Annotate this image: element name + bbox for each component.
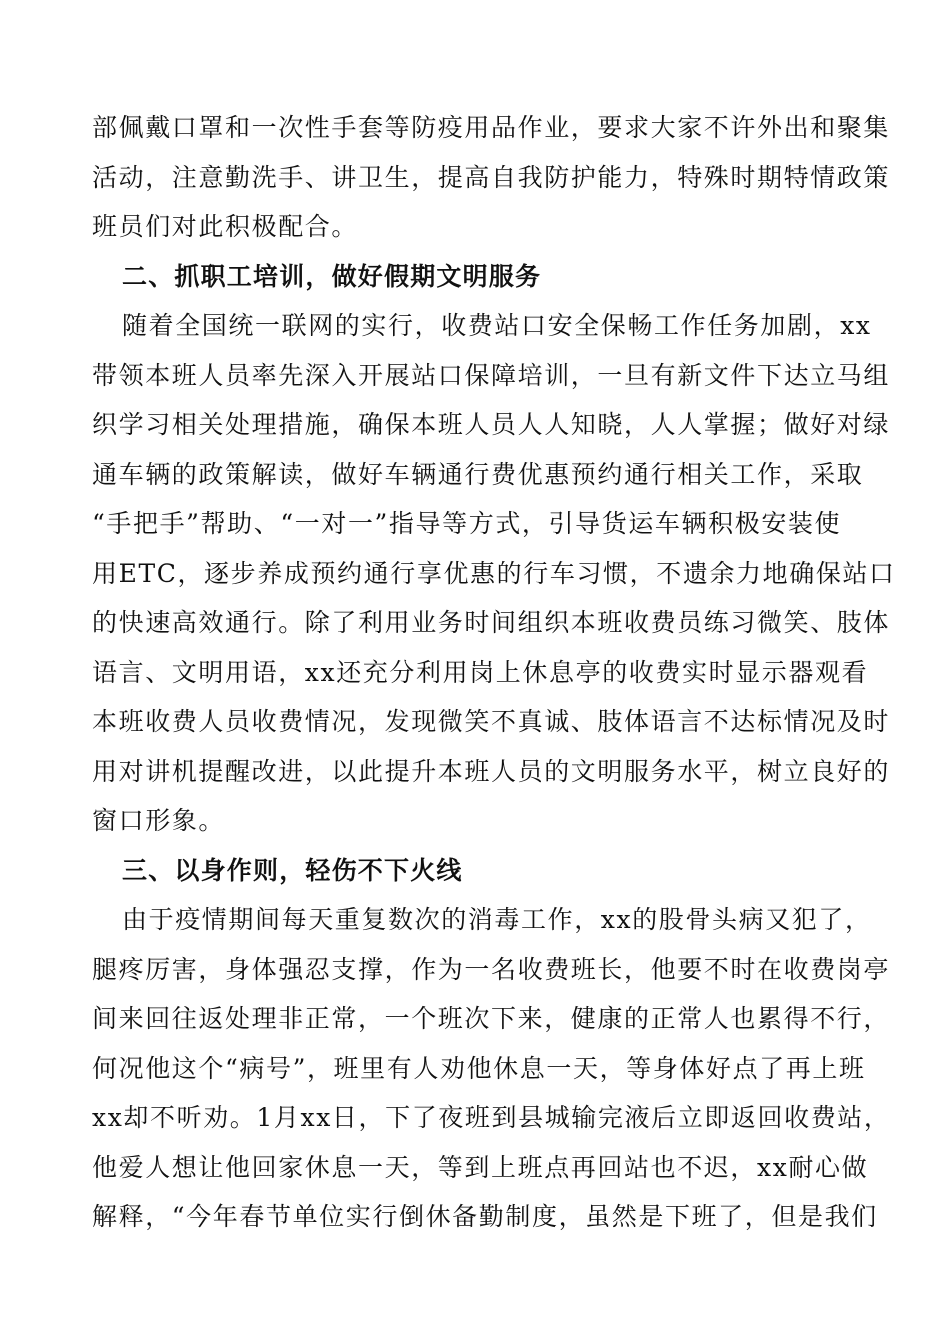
text-line: 本班收费人员收费情况，发现微笑不真诚、肢体语言不达标情况及时 [92,707,891,736]
text-line: 活动，注意勤洗手、讲卫生，提高自我防护能力，特殊时期特情政策 [92,162,891,192]
text-line: 语言、文明用语，xx还充分利用岗上休息亭的收费实时显示器观看 [92,657,869,687]
text-line: 何况他这个“病号”，班里有人劝他休息一天，等身体好点了再上班 [92,1053,866,1083]
text-line: 由于疫情期间每天重复数次的消毒工作，xx的股骨头病又犯了， [122,905,872,934]
text-line: 班员们对此积极配合。 [92,212,359,241]
text-line: 间来回往返处理非正常，一个班次下来，健康的正常人也累得不行， [92,1004,891,1033]
text-line: “手把手”帮助、“一对一”指导等方式，引导货运车辆积极安装使 [92,509,842,538]
intro-paragraph [92,103,891,252]
text-line: 用对讲机提醒改进，以此提升本班人员的文明服务水平，树立良好的 [92,756,891,786]
section-heading-2: 二、抓职工培训，做好假期文明服务 [122,261,542,291]
text-line: 带领本班人员率先深入开展站口保障培训，一旦有新文件下达立马组 [92,360,891,390]
text-line: 解释，“今年春节单位实行倒休备勤制度，虽然是下班了，但是我们 [92,1202,878,1231]
text-line: 通车辆的政策解读，做好车辆通行费优惠预约通行相关工作，采取 [92,459,864,489]
section-2-paragraph [92,301,896,846]
text-line: 织学习相关处理措施，确保本班人员人人知晓，人人掌握；做好对绿 [92,410,891,439]
section-3-paragraph [92,895,891,1242]
text-line: 窗口形象。 [92,806,226,835]
text-line: 腿疼厉害，身体强忍支撑，作为一名收费班长，他要不时在收费岗亭 [92,954,891,984]
section-heading-3: 三、以身作则，轻伤不下火线 [122,855,463,885]
text-line: 用ETC，逐步养成预约通行享优惠的行车习惯，不遗余力地确保站口 [92,558,896,588]
text-line: xx却不听劝。1月xx日，下了夜班到县城输完液后立即返回收费站， [92,1103,891,1132]
text-line: 部佩戴口罩和一次性手套等防疫用品作业，要求大家不许外出和聚集 [92,113,891,142]
document-body [92,103,896,1242]
text-line: 的快速高效通行。除了利用业务时间组织本班收费员练习微笑、肢体 [92,608,891,637]
text-line: 他爱人想让他回家休息一天，等到上班点再回站也不迟，xx耐心做 [92,1152,869,1182]
text-line: 随着全国统一联网的实行，收费站口安全保畅工作任务加剧，xx [122,311,872,340]
